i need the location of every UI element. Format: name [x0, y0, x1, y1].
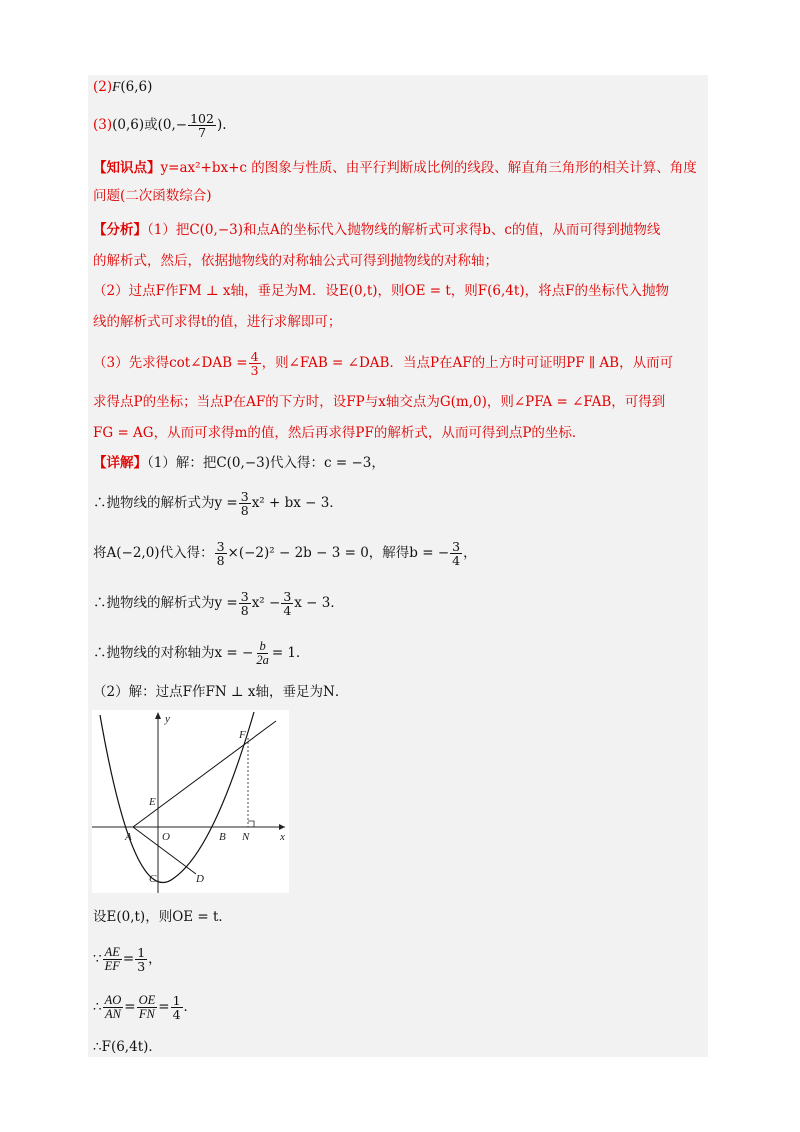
fraction: $\frac{AE}{EF}$	[104, 945, 120, 973]
answer-a: (0,6)	[112, 117, 145, 133]
answer-3	[93, 112, 227, 139]
detail-text: =	[122, 951, 135, 967]
analysis-text: FG = AG，从而可求得m的值，然后再求得PF的解析式，从而可得到点P的坐标．	[93, 425, 586, 441]
label-e: E	[149, 796, 156, 808]
analysis-5	[93, 350, 673, 377]
detail-8	[93, 946, 162, 973]
parabola-diagram	[92, 710, 289, 893]
detail-3	[93, 540, 477, 567]
fraction: $\frac{b}{2a}$	[256, 639, 269, 667]
fraction: $\frac{102}{7}$	[190, 111, 214, 140]
detail-text: = 1．	[271, 645, 310, 661]
analysis-text: 求得点P的坐标；当点P在AF的下方时，设FP与x轴交点为G(m,0)，则∠PFA = ∠FAB，可得到	[93, 394, 666, 410]
detail-text: =	[158, 999, 170, 1015]
knowledge-points-2	[93, 187, 212, 205]
analysis-text: （1）把C(0,−3)和点A的坐标代入抛物线的解析式可求得b、c的值，从而可得到抛物线	[147, 222, 661, 238]
detail-text: x² −	[251, 595, 281, 611]
detail-text: ∴	[93, 999, 102, 1015]
parabola-figure	[92, 710, 289, 893]
detail-1	[93, 454, 385, 472]
detail-5	[93, 640, 310, 667]
label-n: N	[242, 831, 250, 843]
detail-text: 设E(0,t)，则OE = t．	[93, 909, 232, 925]
detail-text: =	[124, 999, 136, 1015]
detail-text: （1）解：把C(0,−3)代入得：c = −3，	[147, 455, 385, 471]
x-axis-arrow	[279, 824, 285, 830]
detail-text: ，	[463, 545, 477, 561]
label-y: y	[165, 713, 170, 725]
analysis-2	[93, 252, 498, 270]
answer-text: F	[112, 79, 121, 94]
label-x: x	[280, 831, 285, 843]
detail-7	[93, 908, 232, 926]
kp-text: 问题(二次函数综合)	[93, 188, 212, 204]
fraction: $\frac{3}{4}$	[283, 589, 292, 618]
detail-text: ∵	[93, 951, 102, 967]
fraction: $\frac{3}{8}$	[216, 539, 225, 568]
fraction: $\frac{1}{3}$	[137, 945, 146, 974]
knowledge-points	[93, 159, 697, 177]
fraction: $\frac{3}{8}$	[240, 589, 249, 618]
detail-text: ∴抛物线的解析式为y =	[93, 595, 238, 611]
answer-2	[93, 78, 152, 96]
detail-text: ∴抛物线的解析式为y =	[93, 495, 238, 511]
analysis-text: ，则∠FAB = ∠DAB．当点P在AF的上方时可证明PF ∥ AB，从而可	[261, 355, 674, 371]
label-d: D	[196, 873, 204, 885]
answer-number: (2)	[93, 79, 113, 95]
label-a: A	[125, 831, 132, 843]
label-c: C	[149, 873, 157, 885]
answer-b-post: ).	[216, 117, 227, 133]
analysis-6	[93, 393, 665, 411]
fraction: $\frac{3}{8}$	[240, 489, 249, 518]
detail-9	[93, 994, 197, 1021]
kp-text: y=ax²+bx+c 的图象与性质、由平行判断成比例的线段、解直角三角形的相关计算、角度	[160, 160, 697, 176]
answer-b-pre: (0,−	[157, 117, 188, 133]
detail-text: ∴抛物线的对称轴为x = −	[93, 645, 254, 661]
label-b: B	[219, 831, 226, 843]
label-o: O	[162, 831, 170, 843]
analysis-3	[93, 282, 669, 300]
detail-text: ∴F(6,4t)．	[93, 1039, 162, 1055]
analysis-4	[93, 313, 341, 331]
detail-text: ×(−2)² − 2b − 3 = 0，解得b = −	[227, 545, 450, 561]
section-label: 【分析】	[93, 222, 147, 238]
analysis-text: 的解析式，然后，依据抛物线的对称轴公式可得到抛物线的对称轴；	[93, 253, 498, 269]
detail-text: ，	[148, 951, 162, 967]
detail-text: ．	[183, 999, 198, 1015]
answer-coord: (6,6)	[120, 79, 153, 95]
right-angle-mark	[248, 821, 254, 827]
parabola-curve	[100, 712, 254, 883]
fraction: $\frac{AO}{AN}$	[104, 993, 122, 1021]
analysis-7	[93, 424, 585, 442]
detail-text: x − 3．	[294, 595, 344, 611]
fraction: $\frac{4}{3}$	[250, 349, 259, 378]
analysis-text: （2）过点F作FM ⊥ x轴，垂足为M．设E(0,t)，则OE = t，则F(6,4t)，将点F的坐标代入抛物	[93, 283, 669, 299]
answer-or: 或	[144, 117, 158, 133]
analysis-1	[93, 221, 660, 239]
detail-text: 将A(−2,0)代入得：	[93, 545, 214, 561]
detail-6	[93, 683, 348, 701]
label-f: F	[239, 729, 246, 741]
detail-4	[93, 590, 344, 617]
fraction: $\frac{3}{4}$	[452, 539, 461, 568]
section-label: 【详解】	[93, 455, 147, 471]
analysis-text: 线的解析式可求得t的值，进行求解即可；	[93, 314, 342, 330]
detail-text: x² + bx − 3．	[251, 495, 343, 511]
fraction: $\frac{OE}{FN}$	[138, 993, 156, 1021]
fraction: $\frac{1}{4}$	[172, 993, 181, 1022]
analysis-text: （3）先求得cot∠DAB =	[93, 355, 248, 371]
y-axis-arrow	[155, 712, 161, 719]
section-label: 【知识点】	[93, 160, 161, 176]
detail-10	[93, 1038, 162, 1056]
detail-2	[93, 490, 343, 517]
detail-text: （2）解：过点F作FN ⊥ x轴，垂足为N．	[93, 684, 349, 700]
answer-number: (3)	[93, 117, 113, 133]
line-af	[133, 721, 276, 827]
